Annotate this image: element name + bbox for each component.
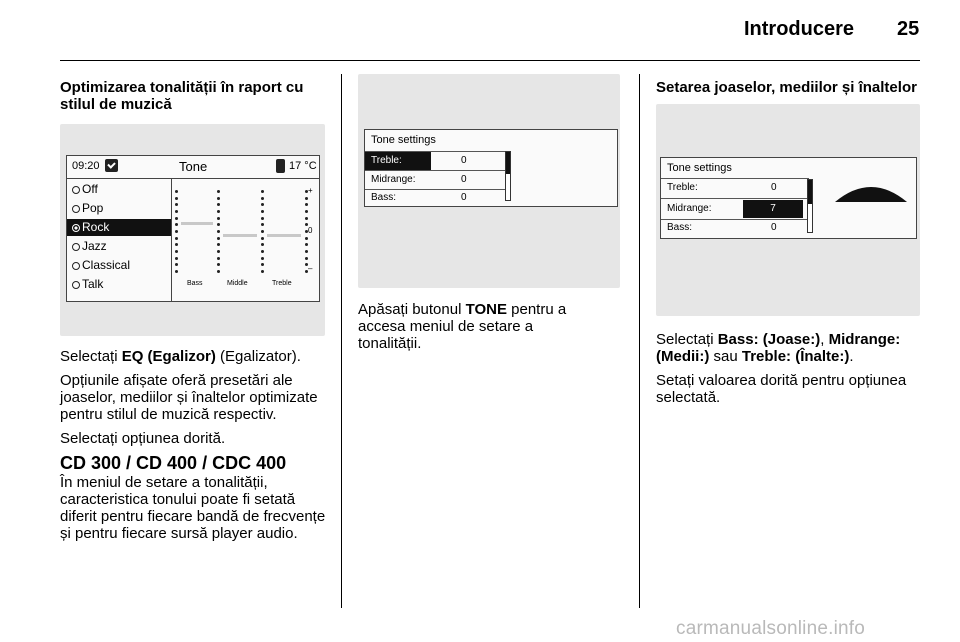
- band-label-middle: Middle: [227, 280, 248, 287]
- eq-status-bar: [67, 156, 319, 179]
- eq-band-level-treble[interactable]: [267, 234, 301, 237]
- level-gauge: [807, 179, 813, 233]
- page-number: 25: [897, 18, 920, 40]
- tone-value-midrange: 0: [461, 174, 467, 185]
- frequency-curve-icon: [831, 178, 911, 202]
- tone-row-bass[interactable]: Bass:: [371, 192, 397, 203]
- column-separator-2: [639, 74, 640, 608]
- tone-row-treble[interactable]: Treble:: [365, 152, 431, 170]
- tone-settings-screen-2: [660, 157, 917, 239]
- column-separator-1: [341, 74, 342, 608]
- scale-plus: +: [308, 186, 313, 195]
- paragraph: Selectați EQ (Egalizor) (Egalizator).: [60, 348, 301, 365]
- paragraph: Selectați opțiunea dorită.: [60, 430, 226, 447]
- eq-slider-track: [261, 190, 265, 270]
- screen-title: Tone settings: [667, 162, 732, 174]
- temperature: 17 °C: [289, 160, 317, 172]
- eq-preset-item[interactable]: Off: [67, 181, 171, 198]
- eq-band-level-middle[interactable]: [223, 234, 257, 237]
- thermometer-icon: [276, 159, 285, 173]
- eq-preset-item[interactable]: Jazz: [67, 238, 171, 255]
- tone-value-bass: 0: [461, 192, 467, 203]
- eq-slider-track: [217, 190, 221, 270]
- scale-zero: 0: [308, 226, 313, 235]
- tone-value-treble: 0: [461, 155, 467, 166]
- eq-preset-item-selected[interactable]: Rock: [67, 219, 171, 236]
- screen-title: Tone settings: [371, 134, 436, 146]
- eq-figure: [60, 124, 325, 336]
- header-rule: [60, 60, 920, 61]
- tone-value-bass: 0: [771, 222, 777, 233]
- level-gauge: [505, 151, 511, 201]
- row-separator: [661, 198, 809, 199]
- col3-body: [656, 331, 926, 413]
- col2-body: [358, 301, 598, 359]
- paragraph: Opțiunile afișate oferă presetări ale joaselor, mediilor și înaltelor optimizate pentru stilul de muzică respectiv.: [60, 372, 318, 423]
- radio-icon: [72, 205, 80, 213]
- tone-settings-screen-1: [364, 129, 618, 207]
- clock-time: 09:20: [72, 160, 100, 172]
- paragraph: Selectați Bass: (Joase:), Midrange: (Medii:) sau Treble: (Înalte:).: [656, 331, 901, 365]
- tone-row-midrange[interactable]: Midrange:: [667, 203, 712, 214]
- eq-screen: [66, 155, 320, 302]
- eq-slider-track: [305, 190, 309, 270]
- eq-preset-list: [67, 178, 172, 301]
- tone-row-midrange[interactable]: Midrange:: [371, 174, 416, 185]
- scale-minus: –: [308, 264, 313, 273]
- eq-preset-item[interactable]: Talk: [67, 276, 171, 293]
- eq-slider-track: [175, 190, 179, 270]
- eq-preset-item[interactable]: Pop: [67, 200, 171, 217]
- radio-selected-icon: [72, 224, 80, 232]
- page-header-title: Introducere: [744, 18, 855, 40]
- level-gauge-fill: [506, 152, 510, 174]
- paragraph: Setați valoarea dorită pentru opțiunea selectată.: [656, 372, 907, 406]
- paragraph: În meniul de setare a tonalității, caracteristica tonului poate fi setată diferit pentru fiecare bandă de frecvențe și pentru fiecare sursă player audio.: [60, 474, 326, 542]
- tone-value-treble: 0: [771, 182, 777, 193]
- band-label-bass: Bass: [187, 280, 203, 287]
- radio-icon: [72, 281, 80, 289]
- band-label-treble: Treble: [272, 280, 292, 287]
- tone-row-treble[interactable]: Treble:: [667, 182, 698, 193]
- level-gauge-fill: [808, 180, 812, 204]
- tone-row-bass[interactable]: Bass:: [667, 222, 693, 233]
- section-heading-adjust: Setarea joaselor, mediilor și înaltelor: [656, 79, 917, 96]
- tone-settings-figure-1: [358, 74, 620, 288]
- eq-band-level-bass[interactable]: [181, 222, 213, 225]
- col1-body: [60, 348, 330, 549]
- tone-settings-figure-2: [656, 104, 920, 316]
- screen-title: Tone: [179, 159, 208, 174]
- eq-preset-item[interactable]: Classical: [67, 257, 171, 274]
- radio-icon: [72, 262, 80, 270]
- check-icon: [105, 159, 118, 172]
- radio-icon: [72, 186, 80, 194]
- radio-icon: [72, 243, 80, 251]
- section-heading-optimize: Optimizarea tonalității în raport cu stilul de muzică: [60, 79, 304, 113]
- watermark: carmanualsonline.info: [676, 618, 866, 639]
- paragraph: Apăsați butonul TONE pentru a accesa meniul de setare a tonalității.: [358, 301, 567, 352]
- subheading-cd-models: CD 300 / CD 400 / CDC 400: [60, 453, 287, 473]
- tone-value-midrange-selected[interactable]: 7: [743, 200, 803, 218]
